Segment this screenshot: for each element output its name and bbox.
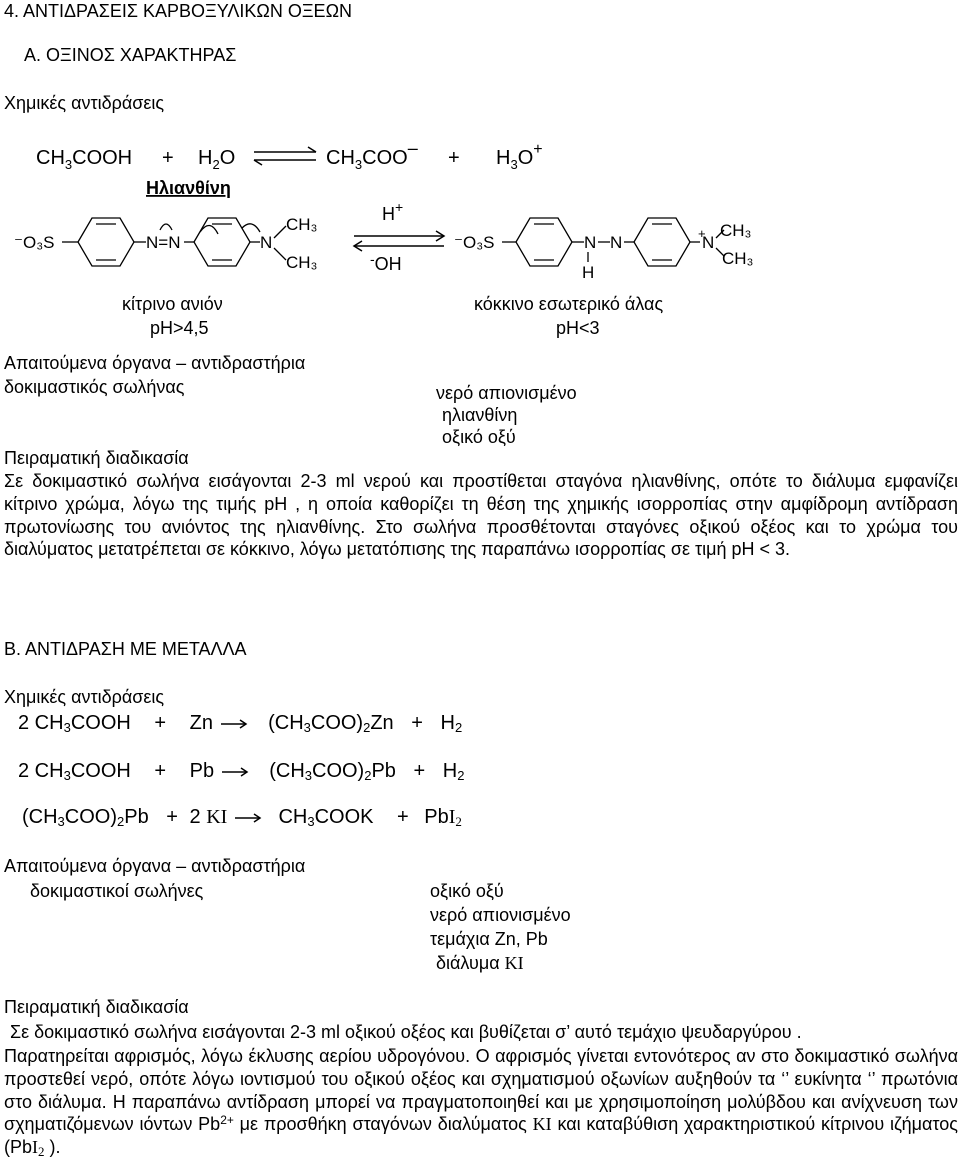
section-b-procedure-label: Πειραματική διαδικασία <box>4 997 189 1017</box>
equipment-b-ki-solution: διάλυμα KI <box>436 953 524 973</box>
svg-text:H3O+: $H_3O^+$ <box>496 141 543 172</box>
fig-eq-h3o: H <box>496 147 511 169</box>
svg-text:N: N <box>702 233 715 252</box>
oh-minus-label: -OH <box>370 251 402 274</box>
reaction-arrow-icon <box>233 813 263 823</box>
reaction-arrow-icon <box>220 767 250 777</box>
svg-text:CH3COO–: $CH_3COO-$ <box>326 138 418 172</box>
equipment-b-water: νερό απιονισμένο <box>430 905 571 925</box>
svg-text:CH₃: CH₃ <box>722 249 754 268</box>
yellow-anion-ph: pH>4,5 <box>150 318 209 338</box>
svg-text:⁻O₃S: ⁻O₃S <box>14 233 55 252</box>
equipment-b-acetic-acid: οξικό οξύ <box>430 881 504 901</box>
yellow-anion-structure <box>14 215 317 272</box>
equation-pb: 2 $CH_3COOH + Pb$ $(CH_3COO)_2Pb + H_2$ <box>18 760 465 783</box>
equipment-a-methyl-orange: ηλιανθίνη <box>442 405 518 425</box>
svg-text:CH₃: CH₃ <box>286 215 318 234</box>
equation-zn: 2 $CH_3COOH + Zn$ $(CH_3COO)_2Zn + H_2$ <box>18 712 463 735</box>
section-b-procedure-p2: Παρατηρείται αφρισμός, λόγω έκλυσης αερίου υδρογόνου. Ο αφρισμός γίνεται εντονότερος αν στο δοκιμαστικό σωλήνα προστεθεί νερό, οπότε λόγω ιοντισμού του οξικού οξέος και σχηματισμού οξωνίων αυξηθούν τα ‘’ ευκίνητα ‘’ πρωτόνια στο διάλυμα. Η παραπάνω αντίδραση μπορεί να πραγματοποιηθεί και με χρησιμοποίηση μολύβδου και ανίχνευση των σχηματιζόμενων ιόντων $Pb^{2+}$ με προσθήκη σταγόνων διαλύματος KI και καταβύθιση χαρακτηριστικού κίτρινου ιζήματος (PbI$_2$ ). <box>4 1046 958 1160</box>
section-b-procedure-p1: Σε δοκιμαστικό σωλήνα εισάγονται 2-3 ml οξικού οξέος και βυθίζεται σ’ αυτό τεμάχιο ψευδαργύρου . <box>10 1022 802 1042</box>
equilibrium-arrows <box>254 147 316 165</box>
equipment-b-metal-pieces: τεμάχια Zn, Pb <box>430 929 548 949</box>
h-plus-label: H+ <box>382 199 404 224</box>
equipment-a-acetic-acid: οξικό οξύ <box>442 427 516 447</box>
indicator-name: Ηλιανθίνη <box>146 178 231 198</box>
red-salt-ph: pH<3 <box>556 318 600 338</box>
section-b-reactions-label: Χημικές αντιδράσεις <box>4 687 165 707</box>
section-b-equipment-label: Απαιτούμενα όργανα – αντιδραστήρια <box>4 856 306 876</box>
svg-text:H2O: $H_2O$ <box>198 147 236 172</box>
page-title: 4. ΑΝΤΙΔΡΑΣΕΙΣ ΚΑΡΒΟΞΥΛΙΚΩΝ ΟΞΕΩΝ <box>4 1 353 21</box>
methyl-orange-equilibrium-figure <box>10 138 770 350</box>
equipment-a-water: νερό απιονισμένο <box>436 383 577 403</box>
section-a-reactions-label: Χημικές αντιδράσεις <box>4 93 165 113</box>
fig-eq-ch3coo: CH <box>326 147 355 169</box>
svg-text:⁻O₃S: ⁻O₃S <box>454 233 495 252</box>
red-internal-salt-structure <box>454 218 753 282</box>
yellow-anion-label: κίτρινο ανιόν <box>122 294 223 314</box>
svg-text:CH₃: CH₃ <box>720 221 752 240</box>
equipment-a-test-tube: δοκιμαστικός σωλήνας <box>4 377 185 397</box>
svg-text:N: N <box>260 233 273 252</box>
fig-plus-1: + <box>162 147 174 169</box>
fig-eq-h2o: H <box>198 147 213 169</box>
svg-text:N: N <box>584 233 597 252</box>
svg-text:CH₃: CH₃ <box>286 253 318 272</box>
equipment-b-test-tubes: δοκιμαστικοί σωλήνες <box>30 881 204 901</box>
reaction-arrows <box>354 231 444 251</box>
fig-eq-ch3cooh: CH <box>36 147 65 169</box>
section-a-heading: Α. ΟΞΙΝΟΣ ΧΑΡΑΚΤΗΡΑΣ <box>24 45 237 65</box>
section-a-procedure-text: Σε δοκιμαστικό σωλήνα εισάγονται 2-3 ml νερού και προστίθεται σταγόνα ηλιανθίνης, οπότε το διάλυμα εμφανίζει κίτρινο χρώμα, λόγω της τιμής pH , η οποία καθορίζει τη θέση της χημικής ισορροπίας στην αμφίδρομη αντίδραση πρωτονίωσης του ανιόντος της ηλιανθίνης. Στο σωλήνα προσθέτονται σταγόνες οξικού οξέος και το χρώμα του διαλύματος μετατρέπεται σε κόκκινο, λόγω μετατόπισης της παραπάνω ισορροπίας σε τιμή pH < 3. <box>4 471 958 560</box>
svg-text:H: H <box>582 263 595 282</box>
section-a-equipment-label: Απαιτούμενα όργανα – αντιδραστήρια <box>4 353 306 373</box>
equation-ki: $(CH_3COO)_2Pb + 2$ KI $CH_3COOK + PbI_2$ <box>22 806 462 829</box>
red-salt-label: κόκκινο εσωτερικό άλας <box>474 294 664 314</box>
section-a-procedure-label: Πειραματική διαδικασία <box>4 448 189 468</box>
reaction-arrow-icon <box>219 719 249 729</box>
section-b-heading: Β. ΑΝΤΙΔΡΑΣΗ ΜΕ ΜΕΤΑΛΛΑ <box>4 639 247 659</box>
svg-text:CH3COOH: $CH_3COOH$ <box>36 147 133 172</box>
svg-text:N: N <box>610 233 623 252</box>
svg-text:+: + <box>698 226 706 241</box>
fig-plus-2: + <box>448 147 460 169</box>
svg-text:N=N: N=N <box>146 233 181 252</box>
